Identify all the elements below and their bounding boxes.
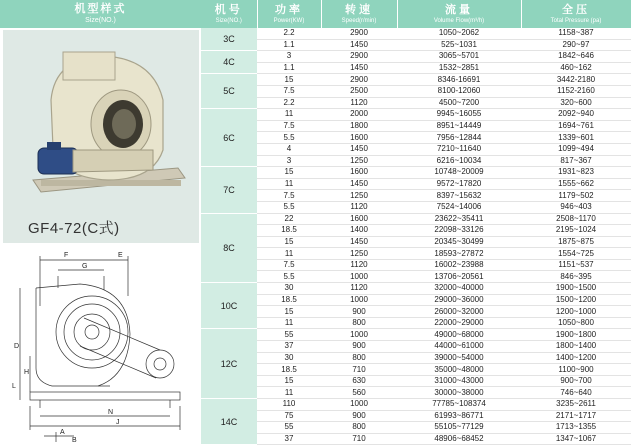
power-cell: 15: [257, 236, 321, 248]
power-cell: 7.5: [257, 120, 321, 132]
power-cell: 2.2: [257, 28, 321, 39]
model-number-cell: 3C: [201, 28, 257, 51]
dim-label-f: F: [64, 252, 69, 259]
speed-cell: 1250: [321, 190, 397, 202]
pressure-cell: 2508~1170: [521, 213, 631, 225]
flow-cell: 16002~23988: [397, 259, 521, 271]
pressure-cell: 1152-2160: [521, 85, 631, 97]
flow-cell: 8397~15632: [397, 190, 521, 202]
table-row: [201, 387, 631, 399]
dim-label-h: H: [24, 369, 30, 376]
pressure-cell: 320~600: [521, 97, 631, 109]
speed-cell: 1250: [321, 155, 397, 167]
speed-cell: 900: [321, 341, 397, 353]
flow-cell: 6216~10034: [397, 155, 521, 167]
power-cell: 11: [257, 248, 321, 260]
flow-cell: 30000~38000: [397, 387, 521, 399]
model-number-cell: 7C: [201, 167, 257, 213]
table-row: [201, 143, 631, 155]
dim-label-l: L: [12, 383, 16, 390]
speed-cell: 2900: [321, 51, 397, 63]
flow-cell: 3065~5701: [397, 51, 521, 63]
speed-cell: 900: [321, 410, 397, 422]
speed-cell: 1450: [321, 62, 397, 74]
power-cell: 15: [257, 306, 321, 318]
power-cell: 5.5: [257, 201, 321, 213]
flow-cell: 1532~2851: [397, 62, 521, 74]
power-cell: 15: [257, 167, 321, 179]
power-cell: 30: [257, 283, 321, 295]
power-cell: 5.5: [257, 132, 321, 144]
table-row: [201, 62, 631, 74]
pressure-cell: 1347~1067: [521, 433, 631, 445]
speed-cell: 1600: [321, 132, 397, 144]
flow-cell: 1050~2062: [397, 28, 521, 39]
model-number-cell: 14C: [201, 399, 257, 445]
pressure-cell: 1050~800: [521, 317, 631, 329]
model-number-cell: 10C: [201, 283, 257, 329]
power-cell: 37: [257, 341, 321, 353]
table-row: [201, 271, 631, 283]
speed-cell: 1120: [321, 283, 397, 295]
power-cell: 1.1: [257, 62, 321, 74]
speed-cell: 1000: [321, 294, 397, 306]
pressure-cell: 1400~1200: [521, 352, 631, 364]
flow-cell: 22098~33126: [397, 225, 521, 237]
pressure-cell: 946~403: [521, 201, 631, 213]
pressure-cell: 1875~875: [521, 236, 631, 248]
model-label: GF4-72(C式): [28, 220, 120, 237]
pressure-cell: 1099~494: [521, 143, 631, 155]
table-row: [201, 422, 631, 434]
pressure-cell: 1900~1500: [521, 283, 631, 295]
dim-label-n: N: [108, 409, 114, 416]
table-row: [201, 399, 631, 411]
flow-cell: 32000~40000: [397, 283, 521, 295]
col-header-power: 功率 Power(KW): [257, 0, 321, 28]
flow-cell: 26000~32000: [397, 306, 521, 318]
flow-cell: 9572~17820: [397, 178, 521, 190]
power-cell: 37: [257, 433, 321, 445]
power-cell: 11: [257, 178, 321, 190]
table-row: [201, 213, 631, 225]
power-cell: 3: [257, 51, 321, 63]
power-cell: 22: [257, 213, 321, 225]
table-row: [201, 28, 631, 39]
pressure-cell: 3235~2611: [521, 399, 631, 411]
pressure-cell: 1900~1800: [521, 329, 631, 341]
power-cell: 55: [257, 422, 321, 434]
pressure-cell: 2092~940: [521, 109, 631, 121]
pressure-cell: 290~97: [521, 39, 631, 51]
power-cell: 30: [257, 352, 321, 364]
speed-cell: 800: [321, 317, 397, 329]
table-row: [201, 109, 631, 121]
col-header-pressure: 全压 Total Pressure (pa): [521, 0, 631, 28]
model-number-cell: 6C: [201, 109, 257, 167]
speed-cell: 2500: [321, 85, 397, 97]
speed-cell: 900: [321, 306, 397, 318]
left-panel: [0, 0, 201, 442]
table-row: [201, 375, 631, 387]
left-header: [0, 0, 201, 28]
pressure-cell: 1800~1400: [521, 341, 631, 353]
table-row: [201, 248, 631, 260]
speed-cell: 1600: [321, 167, 397, 179]
model-number-cell: 12C: [201, 329, 257, 399]
model-number-cell: 5C: [201, 74, 257, 109]
table-row: [201, 167, 631, 179]
col-header-flow: 流量 Volume Flow(m³/h): [397, 0, 521, 28]
flow-cell: 22000~29000: [397, 317, 521, 329]
power-cell: 2.2: [257, 97, 321, 109]
pressure-cell: 900~700: [521, 375, 631, 387]
flow-cell: 7956~12844: [397, 132, 521, 144]
dim-label-g: G: [82, 263, 88, 270]
power-cell: 7.5: [257, 259, 321, 271]
speed-cell: 560: [321, 387, 397, 399]
table-row: [201, 225, 631, 237]
table-row: [201, 341, 631, 353]
table-row: [201, 85, 631, 97]
fan-photo: [3, 30, 199, 243]
col-header-speed: 转速 Speed(r/min): [321, 0, 397, 28]
speed-cell: 1450: [321, 178, 397, 190]
power-cell: 15: [257, 74, 321, 86]
table-row: [201, 132, 631, 144]
fan-photo-image: [3, 30, 199, 243]
speed-cell: 1120: [321, 201, 397, 213]
table-row: [201, 433, 631, 445]
pressure-cell: 460~162: [521, 62, 631, 74]
speed-cell: 1450: [321, 143, 397, 155]
flow-cell: 7524~14006: [397, 201, 521, 213]
flow-cell: 61993~86771: [397, 410, 521, 422]
table-row: [201, 329, 631, 341]
flow-cell: 49000~68000: [397, 329, 521, 341]
pressure-cell: 1179~502: [521, 190, 631, 202]
flow-cell: 9945~16055: [397, 109, 521, 121]
fan-dimension-drawing: [0, 246, 201, 442]
flow-cell: 35000~48000: [397, 364, 521, 376]
table-row: [201, 39, 631, 51]
fan-spec-table: [201, 0, 631, 445]
power-cell: 3: [257, 155, 321, 167]
speed-cell: 630: [321, 375, 397, 387]
speed-cell: 710: [321, 433, 397, 445]
pressure-cell: 846~395: [521, 271, 631, 283]
table-header-row: [201, 0, 631, 28]
speed-cell: 1450: [321, 236, 397, 248]
pressure-cell: 1555~662: [521, 178, 631, 190]
dim-label-b: B: [72, 437, 77, 442]
flow-cell: 7210~11640: [397, 143, 521, 155]
pressure-cell: 1100~900: [521, 364, 631, 376]
pressure-cell: 2195~1024: [521, 225, 631, 237]
model-number-cell: 8C: [201, 213, 257, 283]
power-cell: 7.5: [257, 85, 321, 97]
flow-cell: 8346-16691: [397, 74, 521, 86]
pressure-cell: 3442-2180: [521, 74, 631, 86]
speed-cell: 1120: [321, 97, 397, 109]
speed-cell: 800: [321, 352, 397, 364]
table-row: [201, 190, 631, 202]
flow-cell: 23622~35411: [397, 213, 521, 225]
col-header-size: 机号 Size(NO.): [201, 0, 257, 28]
speed-cell: 1000: [321, 399, 397, 411]
speed-cell: 1600: [321, 213, 397, 225]
power-cell: 15: [257, 375, 321, 387]
power-cell: 11: [257, 317, 321, 329]
table-row: [201, 74, 631, 86]
table-row: [201, 317, 631, 329]
left-header-subtitle: Size(NO.): [85, 17, 116, 24]
pressure-cell: 1554~725: [521, 248, 631, 260]
table-row: [201, 283, 631, 295]
table-row: [201, 294, 631, 306]
power-cell: 11: [257, 387, 321, 399]
flow-cell: 13706~20561: [397, 271, 521, 283]
table-row: [201, 259, 631, 271]
dimension-drawing: [0, 246, 201, 442]
flow-cell: 29000~36000: [397, 294, 521, 306]
speed-cell: 1120: [321, 259, 397, 271]
speed-cell: 1250: [321, 248, 397, 260]
pressure-cell: 1500~1200: [521, 294, 631, 306]
left-header-title: 机型样式: [74, 3, 127, 15]
flow-cell: 77785~108374: [397, 399, 521, 411]
flow-cell: 8951~14449: [397, 120, 521, 132]
speed-cell: 710: [321, 364, 397, 376]
flow-cell: 4500~7200: [397, 97, 521, 109]
table-row: [201, 306, 631, 318]
dim-label-e: E: [118, 252, 123, 259]
table-row: [201, 97, 631, 109]
pressure-cell: 746~640: [521, 387, 631, 399]
flow-cell: 8100-12060: [397, 85, 521, 97]
power-cell: 55: [257, 329, 321, 341]
flow-cell: 20345~30499: [397, 236, 521, 248]
pressure-cell: 2171~1717: [521, 410, 631, 422]
flow-cell: 44000~61000: [397, 341, 521, 353]
speed-cell: 1000: [321, 271, 397, 283]
power-cell: 5.5: [257, 271, 321, 283]
speed-cell: 2900: [321, 28, 397, 39]
pressure-cell: 1151~537: [521, 259, 631, 271]
flow-cell: 525~1031: [397, 39, 521, 51]
flow-cell: 10748~20009: [397, 167, 521, 179]
pressure-cell: 817~367: [521, 155, 631, 167]
table-row: [201, 201, 631, 213]
table-row: [201, 364, 631, 376]
speed-cell: 1000: [321, 329, 397, 341]
power-cell: 18.5: [257, 294, 321, 306]
power-cell: 18.5: [257, 364, 321, 376]
speed-cell: 2000: [321, 109, 397, 121]
power-cell: 18.5: [257, 225, 321, 237]
table-row: [201, 120, 631, 132]
speed-cell: 1450: [321, 39, 397, 51]
power-cell: 4: [257, 143, 321, 155]
speed-cell: 800: [321, 422, 397, 434]
dim-label-a: A: [60, 429, 65, 436]
flow-cell: 31000~43000: [397, 375, 521, 387]
flow-cell: 18593~27872: [397, 248, 521, 260]
pressure-cell: 1713~1355: [521, 422, 631, 434]
table-row: [201, 352, 631, 364]
flow-cell: 48906~68452: [397, 433, 521, 445]
flow-cell: 55105~77129: [397, 422, 521, 434]
table-body: [201, 28, 631, 445]
power-cell: 1.1: [257, 39, 321, 51]
table-row: [201, 155, 631, 167]
power-cell: 75: [257, 410, 321, 422]
pressure-cell: 1694~761: [521, 120, 631, 132]
pressure-cell: 1339~601: [521, 132, 631, 144]
table-row: [201, 236, 631, 248]
pressure-cell: 1200~1000: [521, 306, 631, 318]
table-row: [201, 51, 631, 63]
pressure-cell: 1158~387: [521, 28, 631, 39]
flow-cell: 39000~54000: [397, 352, 521, 364]
power-cell: 7.5: [257, 190, 321, 202]
pressure-cell: 1842~646: [521, 51, 631, 63]
speed-cell: 1800: [321, 120, 397, 132]
power-cell: 110: [257, 399, 321, 411]
table-row: [201, 410, 631, 422]
power-cell: 11: [257, 109, 321, 121]
speed-cell: 2900: [321, 74, 397, 86]
model-number-cell: 4C: [201, 51, 257, 74]
dim-label-j: J: [116, 419, 120, 426]
speed-cell: 1400: [321, 225, 397, 237]
dim-label-d: D: [14, 343, 20, 350]
table-row: [201, 178, 631, 190]
pressure-cell: 1931~823: [521, 167, 631, 179]
